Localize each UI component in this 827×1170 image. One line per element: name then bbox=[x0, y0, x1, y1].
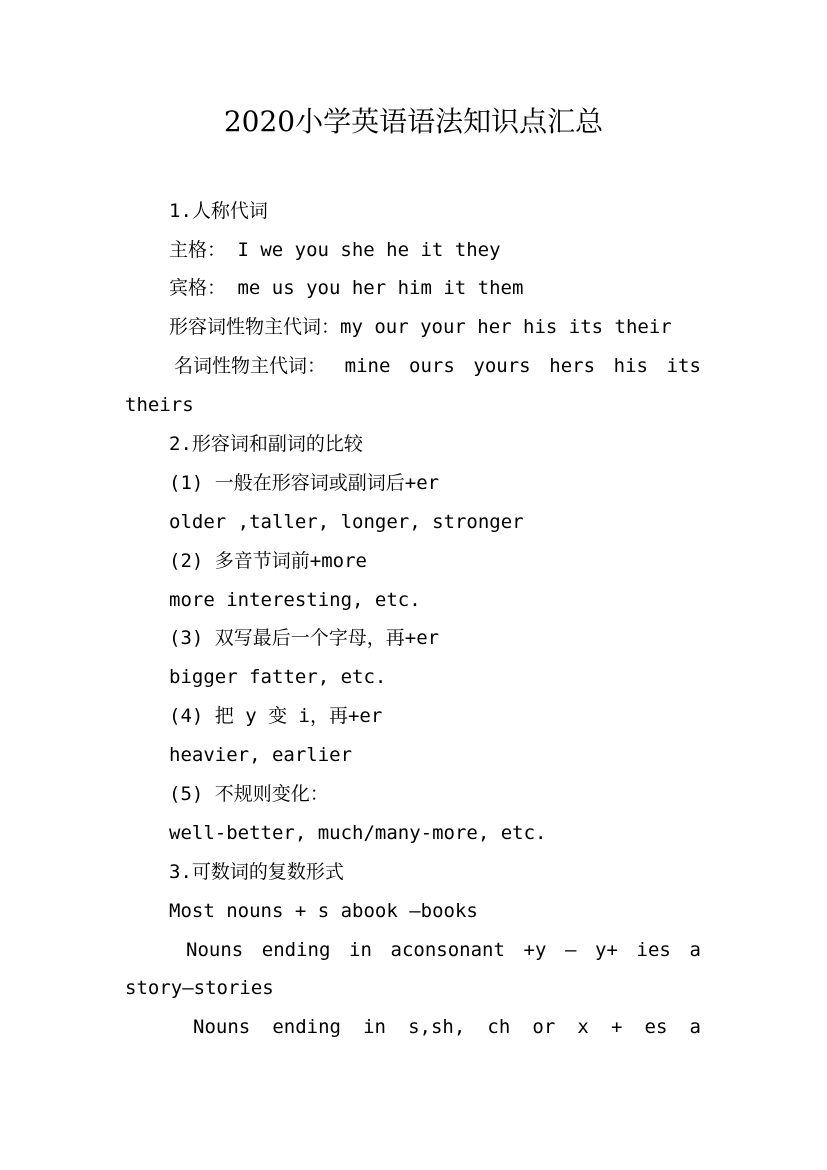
comparison-example-2: more interesting, etc. bbox=[169, 589, 421, 611]
plural-rule-3-word: ending bbox=[272, 1016, 341, 1038]
plural-rule-3 bbox=[193, 1014, 701, 1040]
comparison-rule-5: (5) 不规则变化： bbox=[169, 783, 329, 805]
plural-rule-2 bbox=[186, 937, 701, 963]
plural-rule-2-continuation: story—stories bbox=[125, 977, 274, 999]
plural-rule-2-word: y+ bbox=[595, 939, 618, 961]
plural-rule-2-word: ending bbox=[261, 939, 331, 961]
comparison-rule-2: (2) 多音节词前+more bbox=[169, 550, 367, 572]
plural-rule-3-word: s,sh, bbox=[408, 1016, 466, 1038]
noun-possessive-word: its bbox=[666, 355, 701, 377]
plural-rule-3-word: a bbox=[689, 1016, 701, 1038]
plural-rule-3-word: ch bbox=[487, 1016, 511, 1038]
plural-rule-3-word: or bbox=[532, 1016, 556, 1038]
subject-pronouns-line: 主格： I we you she he it they bbox=[169, 239, 501, 261]
comparison-example-1: older ,taller, longer, stronger bbox=[169, 511, 524, 533]
noun-possessive-word: 名词性物主代词： bbox=[174, 355, 327, 377]
adjective-possessive-line: 形容词性物主代词：my our your her his its their bbox=[169, 316, 672, 338]
comparison-rule-1: (1) 一般在形容词或副词后+er bbox=[169, 472, 440, 494]
noun-possessive-word: his bbox=[613, 355, 648, 377]
noun-possessive-line bbox=[174, 353, 701, 379]
noun-possessive-continuation: theirs bbox=[125, 394, 194, 416]
plural-rule-2-word: in bbox=[349, 939, 372, 961]
plural-rule-2-word: aconsonant bbox=[390, 939, 505, 961]
noun-possessive-word: hers bbox=[549, 355, 596, 377]
plural-rule-2-word: a bbox=[689, 939, 701, 961]
plural-rule-1: Most nouns + s abook –books bbox=[169, 900, 478, 922]
object-pronouns-line: 宾格： me us you her him it them bbox=[169, 277, 524, 299]
comparison-rule-3: (3) 双写最后一个字母，再+er bbox=[169, 627, 440, 649]
comparison-example-4: heavier, earlier bbox=[169, 744, 353, 766]
plural-rule-2-word: ies bbox=[636, 939, 671, 961]
plural-rule-3-word: in bbox=[363, 1016, 386, 1038]
section-heading-pronouns: 1.人称代词 bbox=[169, 200, 268, 222]
comparison-example-5: well-better, much/many-more, etc. bbox=[169, 822, 547, 844]
plural-rule-2-word: +y bbox=[523, 939, 547, 961]
plural-rule-3-word: x bbox=[577, 1016, 589, 1038]
plural-rule-2-word: Nouns bbox=[186, 939, 244, 961]
comparison-example-3: bigger fatter, etc. bbox=[169, 666, 387, 688]
plural-rule-3-word: Nouns bbox=[193, 1016, 251, 1038]
plural-rule-2-word: – bbox=[564, 939, 577, 961]
comparison-rule-4: (4) 把 y 变 i，再+er bbox=[169, 705, 383, 727]
section-heading-comparison: 2.形容词和副词的比较 bbox=[169, 433, 363, 455]
noun-possessive-word: mine bbox=[344, 355, 391, 377]
document-title: 2020小学英语语法知识点汇总 bbox=[223, 105, 604, 138]
noun-possessive-word: ours bbox=[409, 355, 455, 377]
plural-rule-3-word: es bbox=[644, 1016, 668, 1038]
plural-rule-3-word: + bbox=[610, 1016, 623, 1038]
section-heading-plurals: 3.可数词的复数形式 bbox=[169, 861, 344, 883]
noun-possessive-word: yours bbox=[473, 355, 531, 377]
